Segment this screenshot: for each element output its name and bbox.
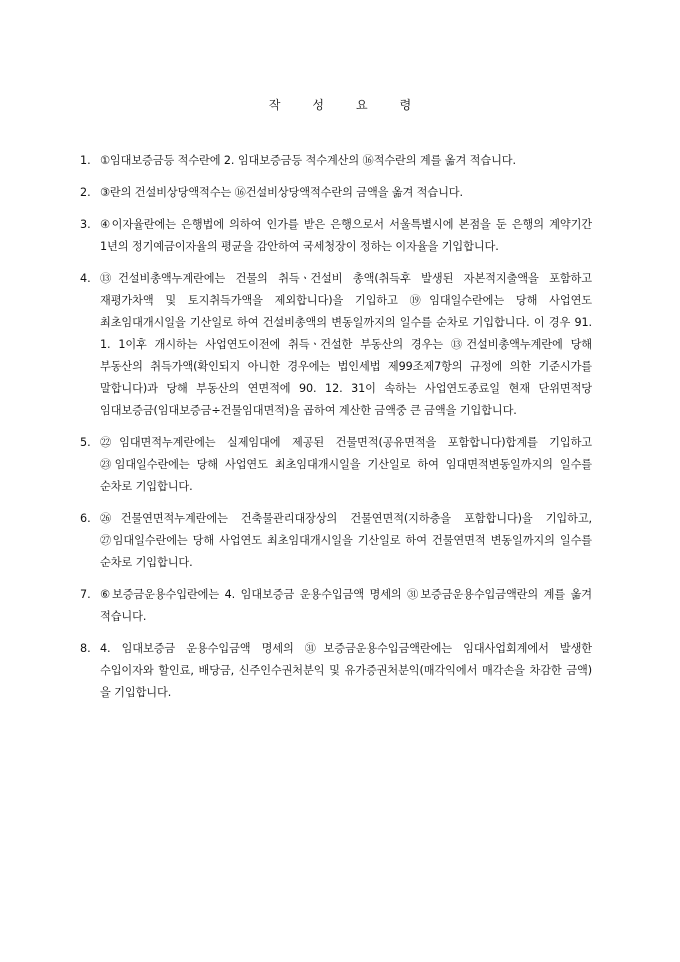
- instruction-item-6: [80, 508, 592, 574]
- item-text: ㉒임대면적누계란에는 실제임대에 제공된 건물면적(공유면적을 포함합니다)합계를 기입하고 ㉓임대일수란에는 당해 사업연도 최초임대개시일을 기산일로 하여 임대면적변동일까지의 일수를 순차로 기입합니다.: [100, 436, 592, 493]
- instruction-item-3: [80, 214, 592, 258]
- instruction-list: [80, 150, 592, 714]
- item-number: 6.: [80, 512, 91, 525]
- item-text: ④이자율란에는 은행법에 의하여 인가를 받은 은행으로서 서울특별시에 본점을 둔 은행의 계약기간 1년의 정기예금이자율의 평균을 감안하여 국세청장이 정하는 이자율을 기입합니다.: [100, 218, 592, 253]
- title-char: 성: [312, 98, 324, 112]
- item-text: ⑬건설비총액누계란에는 건물의 취득ㆍ건설비 총액(취득후 발생된 자본적지출액을 포함하고 재평가차액 및 토지취득가액을 제외합니다)을 기입하고 ⑲임대일수란에는 당해 사업연도 최초임대개시일을 기산일로 하여 건설비총액의 변동일까지의 일수를 순차로 기입합니다. 이 경우 91. 1. 1이후 개시하는 사업연도이전에 취득ㆍ건설한 부동산의 경우는 ⑬건설비총액누계란에 당해 부동산의 취득가액(확인되지 아니한 경우에는 법인세법 제99조제7항의 규정에 의한 기준시가를 말합니다)과 당해 부동산의 연면적에 90. 12. 31이 속하는 사업연도종료일 현재 단위면적당 임대보증금(임대보증금÷건물임대면적)을 곱하여 계산한 금액중 큰 금액을 기입합니다.: [100, 272, 592, 417]
- title-char: 작: [268, 98, 281, 112]
- document-title: [0, 96, 680, 113]
- instruction-item-2: [80, 182, 592, 204]
- item-text: ③란의 건설비상당액적수는 ⑯건설비상당액적수란의 금액을 옮겨 적습니다.: [100, 186, 463, 199]
- title-char: 령: [399, 98, 412, 112]
- item-number: 1.: [80, 154, 91, 167]
- item-number: 5.: [80, 436, 91, 449]
- item-text: ⑥보증금운용수입란에는 4. 임대보증금 운용수입금액 명세의 ㉛보증금운용수입금액란의 계를 옮겨 적습니다.: [100, 588, 592, 623]
- instruction-item-7: [80, 584, 592, 628]
- item-text: ㉖건물연면적누계란에는 건축물관리대장상의 건물연면적(지하층을 포함합니다)을 기입하고, ㉗임대일수란에는 당해 사업연도 최초임대개시일을 기산일로 하여 건물연면적 변동일까지의 일수를 순차로 기입합니다.: [100, 512, 592, 569]
- title-char: 요: [356, 98, 368, 112]
- item-number: 3.: [80, 218, 91, 231]
- item-number: 8.: [80, 642, 91, 655]
- item-number: 2.: [80, 186, 91, 199]
- item-number: 7.: [80, 588, 91, 601]
- instruction-item-4: [80, 268, 592, 422]
- item-text: ①임대보증금등 적수란에 2. 임대보증금등 적수계산의 ⑯적수란의 계를 옮겨 적습니다.: [100, 154, 516, 167]
- item-text: 4. 임대보증금 운용수입금액 명세의 ㉛보증금운용수입금액란에는 임대사업회계에서 발생한 수입이자와 할인료, 배당금, 신주인수권처분익 및 유가증권처분익(매각익에서 매각손을 차감한 금액)을 기입합니다.: [100, 642, 592, 699]
- instruction-item-8: [80, 638, 592, 704]
- instruction-item-5: [80, 432, 592, 498]
- item-number: 4.: [80, 272, 91, 285]
- instruction-item-1: [80, 150, 592, 172]
